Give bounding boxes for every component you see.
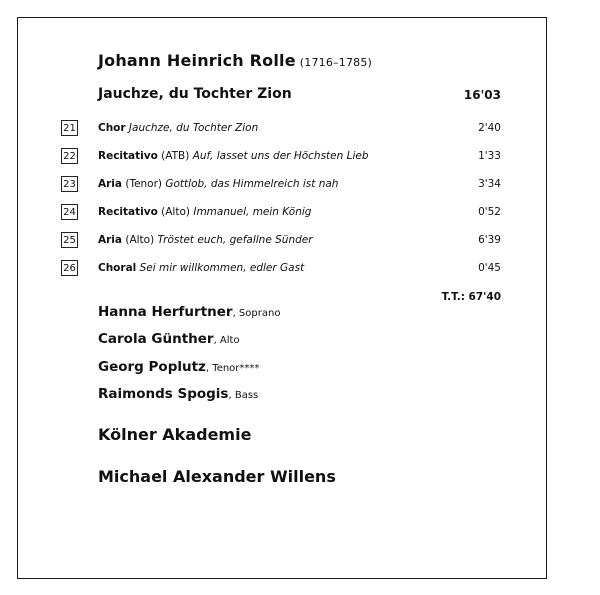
track-number: 23 xyxy=(61,176,78,192)
composer-dates: (1716–1785) xyxy=(299,56,373,69)
track-number: 21 xyxy=(61,120,78,136)
performer-role: , Soprano xyxy=(232,308,281,319)
track-text: Tröstet euch, gefallne Sünder xyxy=(157,234,313,246)
work-duration: 16'03 xyxy=(463,88,501,102)
performer-soprano xyxy=(98,304,280,320)
track-form: Recitativo xyxy=(98,206,158,218)
performer-role: , Alto xyxy=(213,335,240,346)
track-duration: 2'40 xyxy=(478,122,501,134)
track-text: Auf, lasset uns der Höchsten Lieb xyxy=(192,150,369,162)
track-row xyxy=(61,120,501,140)
track-description xyxy=(98,150,369,162)
track-duration: 0'52 xyxy=(478,206,501,218)
track-voice: (Tenor) xyxy=(125,178,163,190)
track-description xyxy=(98,262,304,274)
track-number: 24 xyxy=(61,204,78,220)
performer-role: , Bass xyxy=(228,390,259,401)
performer-bass xyxy=(98,386,258,402)
performer-role: , Tenor**** xyxy=(205,363,260,374)
performer-name: Carola Günther xyxy=(98,331,214,347)
track-text: Gottlob, das Himmelreich ist nah xyxy=(165,178,339,190)
track-row xyxy=(61,176,501,196)
track-row xyxy=(61,148,501,168)
total-time: T.T.: 67'40 xyxy=(441,291,501,303)
track-form: Chor xyxy=(98,122,126,134)
performer-tenor xyxy=(98,359,259,375)
track-form: Recitativo xyxy=(98,150,158,162)
track-voice: (Alto) xyxy=(161,206,190,218)
track-voice: (ATB) xyxy=(161,150,190,162)
track-number: 22 xyxy=(61,148,78,164)
composer-name: Johann Heinrich Rolle xyxy=(98,51,296,70)
track-duration: 1'33 xyxy=(478,150,501,162)
track-text: Jauchze, du Tochter Zion xyxy=(128,122,259,134)
track-text: Sei mir willkommen, edler Gast xyxy=(139,262,305,274)
track-description xyxy=(98,206,311,218)
track-form: Aria xyxy=(98,234,122,246)
conductor-name: Michael Alexander Willens xyxy=(98,467,336,486)
track-number: 25 xyxy=(61,232,78,248)
track-row xyxy=(61,232,501,252)
track-text: Immanuel, mein König xyxy=(193,206,312,218)
performer-name: Georg Poplutz xyxy=(98,359,206,375)
track-description xyxy=(98,178,338,190)
track-row xyxy=(61,204,501,224)
track-description xyxy=(98,234,313,246)
performer-name: Raimonds Spogis xyxy=(98,386,229,402)
orchestra-name: Kölner Akademie xyxy=(98,425,252,444)
track-duration: 3'34 xyxy=(478,178,501,190)
track-duration: 0'45 xyxy=(478,262,501,274)
track-number: 26 xyxy=(61,260,78,276)
composer-heading xyxy=(98,51,372,70)
performer-alto xyxy=(98,331,240,347)
track-form: Aria xyxy=(98,178,122,190)
track-description xyxy=(98,122,258,134)
work-title: Jauchze, du Tochter Zion xyxy=(98,86,292,102)
track-duration: 6'39 xyxy=(478,234,501,246)
track-row xyxy=(61,260,501,280)
track-voice: (Alto) xyxy=(125,234,155,246)
performer-name: Hanna Herfurtner xyxy=(98,304,233,320)
track-form: Choral xyxy=(98,262,137,274)
